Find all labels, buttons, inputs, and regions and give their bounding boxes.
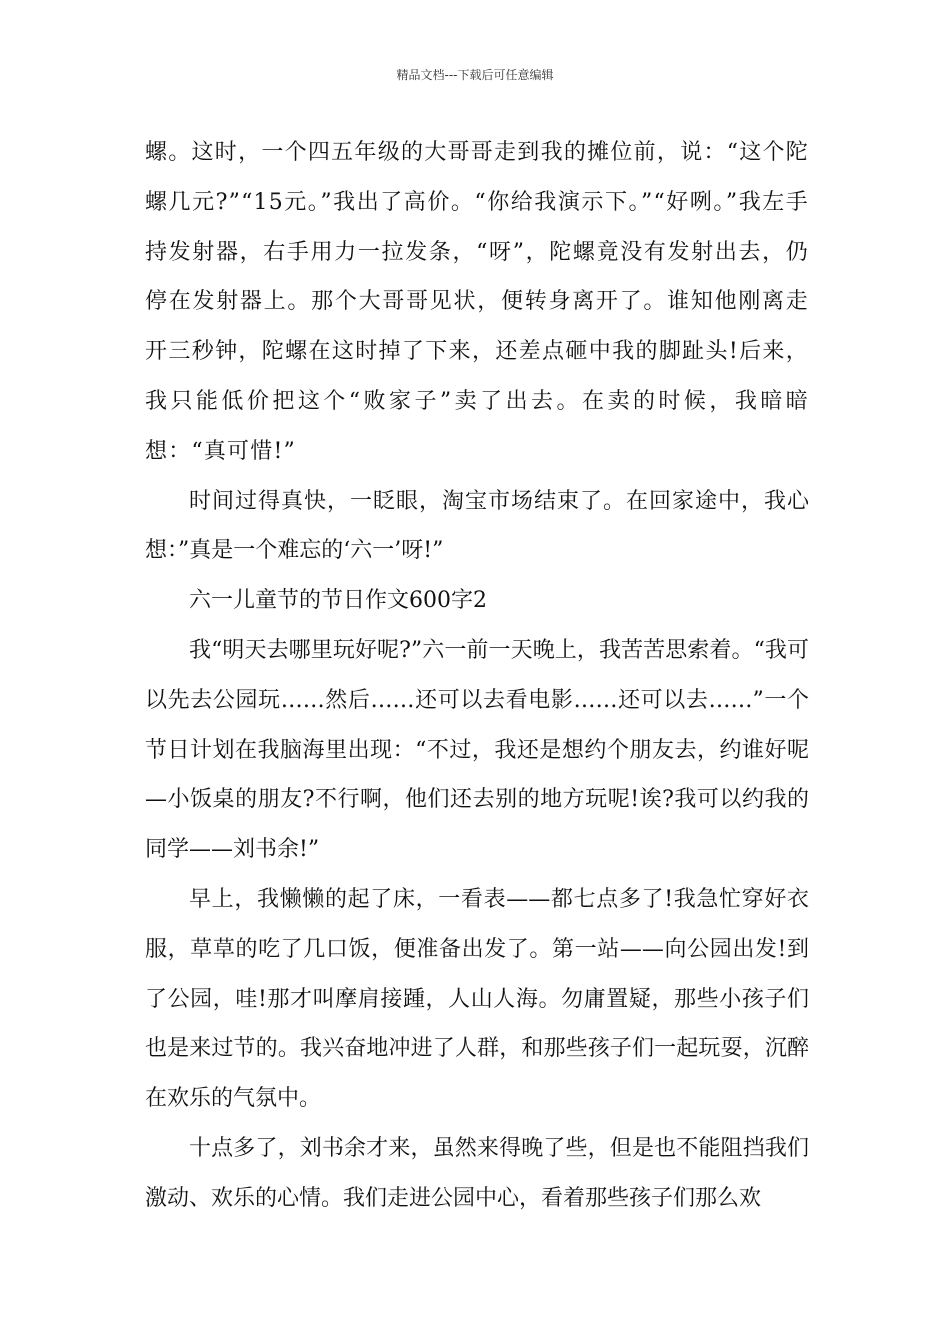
- paragraph-2: 时间过得真快，一眨眼，淘宝市场结束了。在回家途中，我心想：”真是一个难忘的‘六一’呀!”: [145, 488, 809, 564]
- paragraph-4: 早上，我懒懒的起了床，一看表——都七点多了!我急忙穿好衣服，草草的吃了几口饭，便准备出发了。第一站——向公园出发!到了公园，哇!那才叫摩肩接踵，人山人海。勿庸置疑，那些小孩子们也是来过节的。我兴奋地冲进了人群，和那些孩子们一起玩耍，沉醉在欢乐的气氛中。: [145, 886, 809, 1112]
- page-header: 精品文档---下载后可任意编辑: [396, 68, 554, 82]
- paragraph-3: 我“明天去哪里玩好呢?”六一前一天晚上，我苦苦思索着。“我可以先去公园玩……然后……还可以去看电影……还可以去……”一个节日计划在我脑海里出现：“不过，我还是想约个朋友去，约谁好呢—小饭桌的朋友?不行啊，他们还去别的地方玩呢!诶?我可以约我的同学——刘书余!”: [145, 637, 809, 863]
- paragraph-1: 螺。这时，一个四五年级的大哥哥走到我的摊位前，说：“这个陀螺几元?”“15元。”我出了高价。“你给我演示下。”“好咧。”我左手持发射器，右手用力一拉发条，“呀”，陀螺竟没有发射出去，仍停在发射器上。那个大哥哥见状，便转身离开了。谁知他刚离走开三秒钟，陀螺在这时掉了下来，还差点砸中我的脚趾头!后来，我只能低价把这个“败家子”卖了出去。在卖的时候，我暗暗想：“真可惜!”: [145, 140, 809, 464]
- paragraph-5: 十点多了，刘书余才来，虽然来得晚了些，但是也不能阻挡我们激动、欢乐的心情。我们走进公园中心，看着那些孩子们那么欢: [145, 1135, 809, 1211]
- document-body: [145, 128, 809, 1224]
- section-heading: 六一儿童节的节日作文600字2: [189, 588, 487, 614]
